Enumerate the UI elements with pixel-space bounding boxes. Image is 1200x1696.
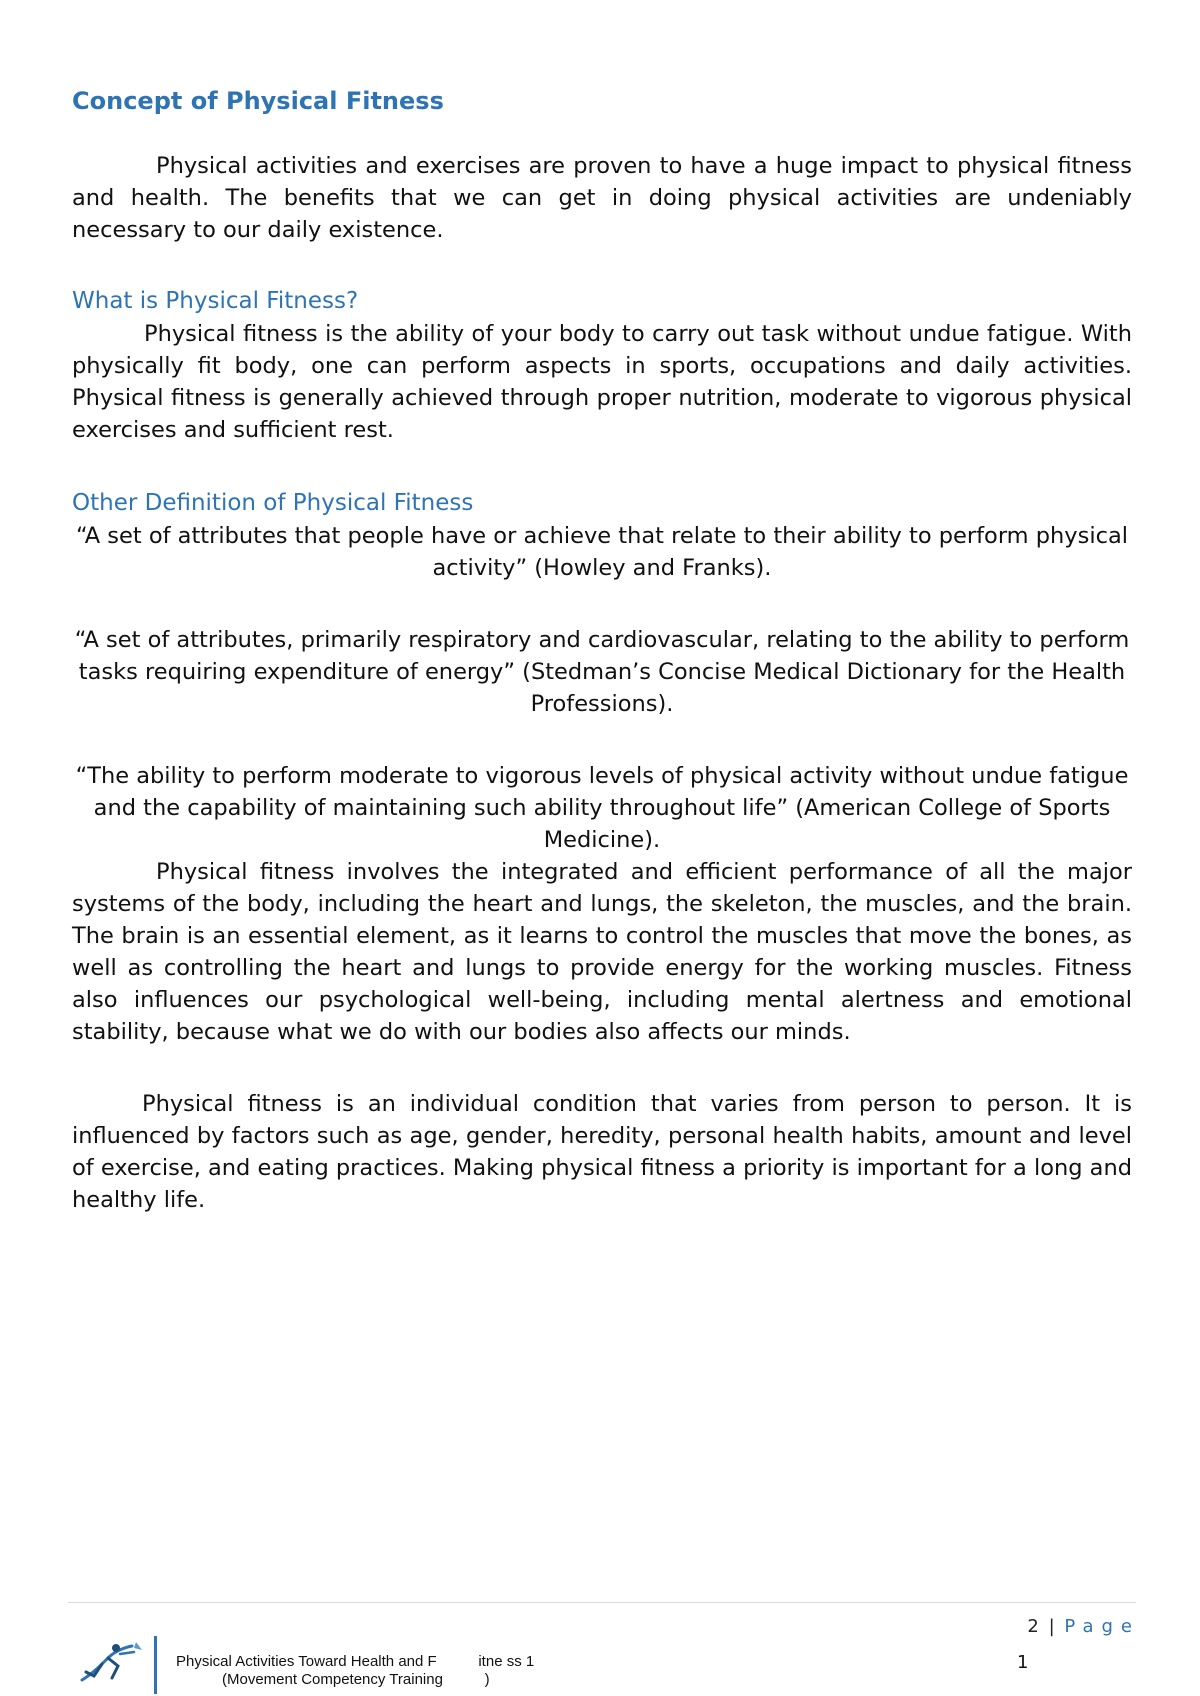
integration-paragraph: Physical fitness involves the integrated and efficient performance of all the major systems of the body, including the heart and lungs, the skeleton, the muscles, and the brain. The brain is an essential element, as it learns to control the muscles that move the bones, as well as controlling the heart and lungs to provide energy for the working muscles. Fitness also influences our psychological well-being, including mental alertness and emotional stability, because what we do with our bodies also affects our minds.	[72, 859, 1132, 1045]
footer-divider	[68, 1602, 1136, 1603]
runner-logo-icon	[72, 1636, 148, 1688]
footer-course-subtitle: (Movement Competency Training )	[222, 1671, 490, 1688]
definition-quote-stedman: “A set of attributes, primarily respiratory and cardiovascular, relating to the ability to perform tasks requiring expenditure of energy” (Stedman’s Concise Medical Dictionary for the Health Professions).	[74, 627, 1130, 717]
document-page	[72, 80, 1132, 1216]
footer-course-title: Physical Activities Toward Health and F itne ss 1	[176, 1653, 535, 1670]
individual-paragraph: Physical fitness is an individual condition that varies from person to person. It is influenced by factors such as age, gender, heredity, personal health habits, amount and level of exercise, and eating practices. Making physical fitness a priority is important for a long and healthy life.	[72, 1091, 1132, 1213]
section-heading-other: Other Definition of Physical Fitness	[72, 490, 474, 516]
definition-quote-howley: “A set of attributes that people have or achieve that relate to their ability to perform physical activity” (Howley and Franks).	[75, 523, 1128, 581]
intro-paragraph: Physical activities and exercises are proven to have a huge impact to physical fitness and health. The benefits that we can get in doing physical activities are undeniably necessary to our daily existence.	[72, 153, 1132, 243]
footer-accent-bar	[154, 1636, 157, 1694]
what-paragraph: Physical fitness is the ability of your body to carry out task without undue fatigue. With physically fit body, one can perform aspects in sports, occupations and daily activities. Physical fitness is generally achieved through proper nutrition, moderate to vigorous physical exercises and sufficient rest.	[72, 321, 1132, 443]
footer-course-number: 1	[1017, 1652, 1029, 1673]
page-word: Page	[1064, 1616, 1140, 1637]
page-number	[1027, 1616, 1140, 1637]
document-title: Concept of Physical Fitness	[72, 87, 444, 115]
definition-quote-acsm: “The ability to perform moderate to vigorous levels of physical activity without undue fatigue and the capability of maintaining such ability throughout life” (American College of Sports Medicine).	[75, 763, 1129, 853]
section-heading-what: What is Physical Fitness?	[72, 288, 359, 314]
page-number-separator: |	[1048, 1616, 1055, 1637]
page-number-value: 2	[1027, 1616, 1039, 1637]
